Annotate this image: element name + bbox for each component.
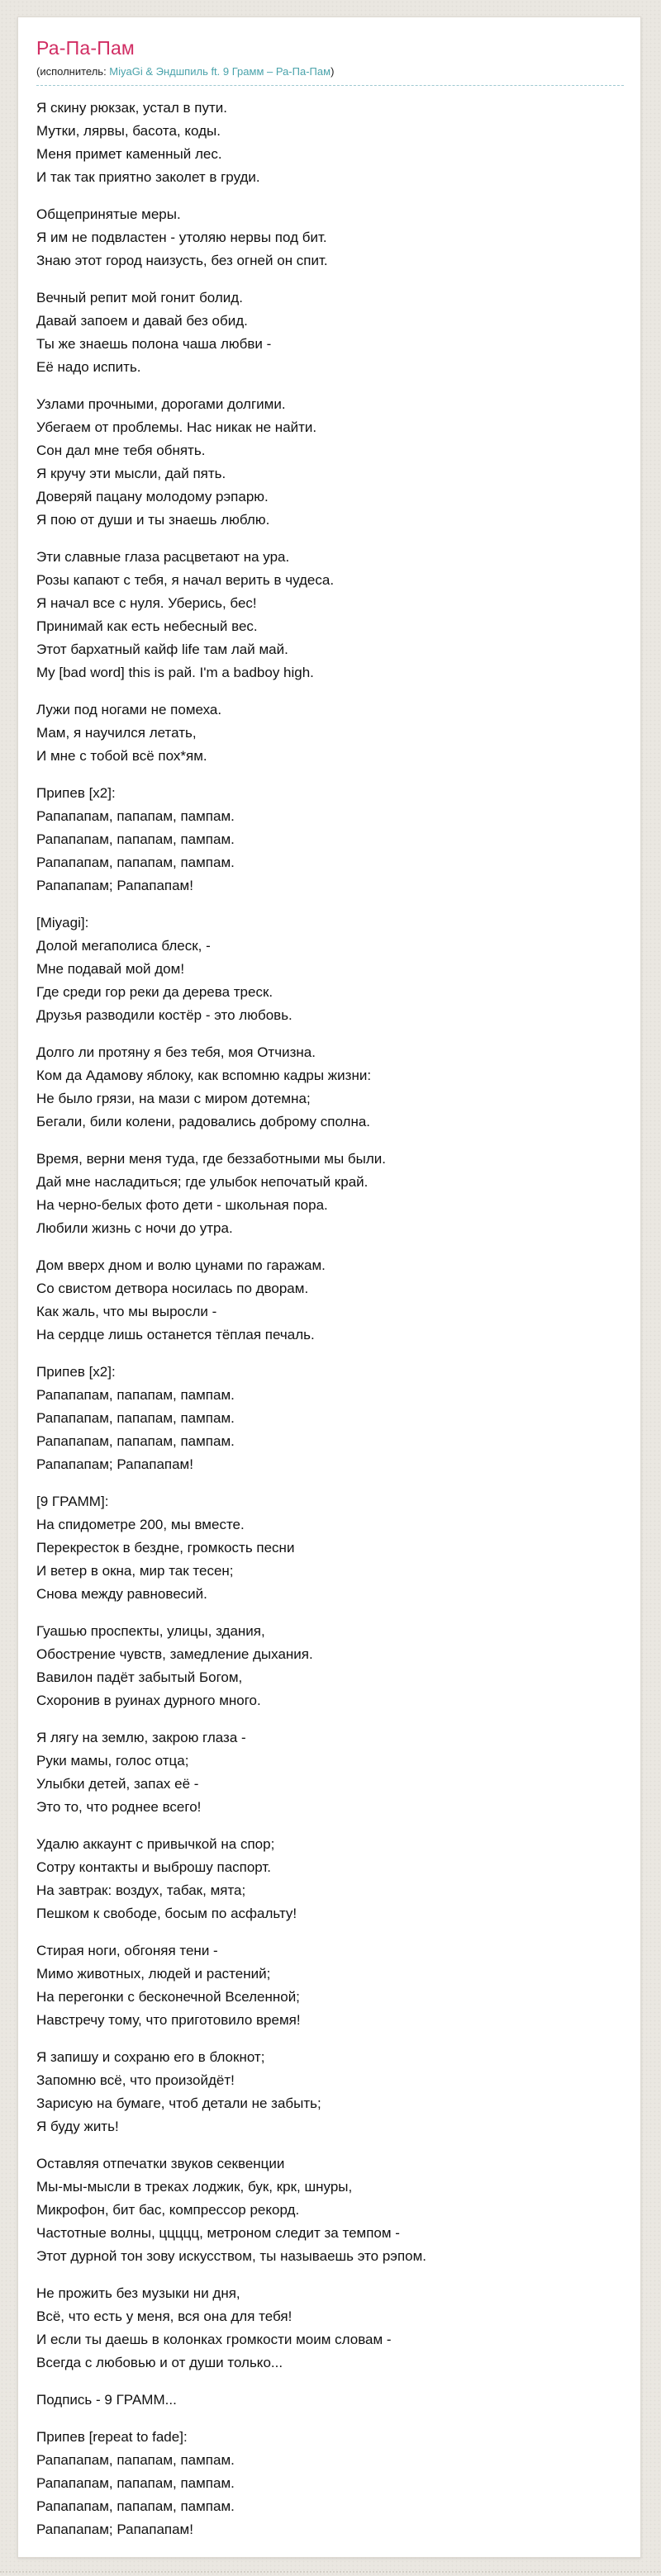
lyrics-line: Всегда с любовью и от души только... xyxy=(36,2355,283,2370)
lyrics-stanza xyxy=(36,203,624,272)
lyrics-stanza xyxy=(36,2389,624,2412)
lyrics-line: Пешком к свободе, босым по асфальту! xyxy=(36,1906,297,1921)
lyrics-line: На сердце лишь останется тёплая печаль. xyxy=(36,1327,315,1342)
lyrics-line: Ком да Адамову яблоку, как вспомню кадры жизни: xyxy=(36,1068,372,1083)
lyrics-line: Схоронив в руинах дурного много. xyxy=(36,1693,261,1708)
lyrics-line: Со свистом детвора носилась по дворам. xyxy=(36,1281,309,1296)
lyrics-line: Оставляя отпечатки звуков секвенции xyxy=(36,2156,285,2171)
lyrics-line: Не было грязи, на мази с миром дотемна; xyxy=(36,1091,311,1106)
lyrics-line: Мам, я научился летать, xyxy=(36,725,197,741)
lyrics-line: На черно-белых фото дети - школьная пора. xyxy=(36,1197,328,1213)
lyrics-line: Время, верни меня туда, где беззаботными мы были. xyxy=(36,1151,386,1167)
lyrics-line: Мутки, лярвы, басота, коды. xyxy=(36,123,221,139)
lyrics-line: Долой мегаполиса блеск, - xyxy=(36,938,211,954)
lyrics-line: Я скину рюкзак, устал в пути. xyxy=(36,100,227,116)
lyrics-line: Рапапапам, папапам, пампам. xyxy=(36,2452,235,2468)
lyrics-line: Рапапапам, папапам, пампам. xyxy=(36,808,235,824)
performer-line xyxy=(36,65,624,86)
lyrics-line: Доверяй пацану молодому рэпарю. xyxy=(36,489,269,504)
lyrics-line: Любили жизнь с ночи до утра. xyxy=(36,1220,233,1236)
background-dotted-line xyxy=(0,2571,661,2573)
lyrics-stanza xyxy=(36,1833,624,1925)
lyrics-line: Я кручу эти мысли, дай пять. xyxy=(36,466,226,481)
lyrics-stanza xyxy=(36,286,624,379)
lyrics-stanza xyxy=(36,2152,624,2268)
lyrics-line: Убегаем от проблемы. Нас никак не найти. xyxy=(36,419,317,435)
lyrics-line: Её надо испить. xyxy=(36,359,141,375)
lyrics-stanza xyxy=(36,2426,624,2541)
lyrics-body xyxy=(36,97,624,2541)
lyrics-stanza xyxy=(36,1726,624,1819)
lyrics-line: Ты же знаешь полона чаша любви - xyxy=(36,336,272,352)
lyrics-line: Подпись - 9 ГРАММ... xyxy=(36,2392,177,2408)
performer-prefix: (исполнитель: xyxy=(36,65,110,78)
lyrics-line: Эти славные глаза расцветают на ура. xyxy=(36,549,290,565)
lyrics-line: Общепринятые меры. xyxy=(36,206,181,222)
lyrics-line: Мимо животных, людей и растений; xyxy=(36,1966,271,1982)
lyrics-line: Снова между равновесий. xyxy=(36,1586,207,1602)
lyrics-line: Удалю аккаунт с привычкой на спор; xyxy=(36,1836,275,1852)
lyrics-line: Дай мне насладиться; где улыбок непочатый край. xyxy=(36,1174,369,1190)
lyrics-stanza xyxy=(36,2282,624,2375)
lyrics-line: Рапапапам, папапам, пампам. xyxy=(36,2498,235,2514)
lyrics-line: Я им не подвластен - утоляю нервы под бит. xyxy=(36,230,327,245)
lyrics-line: Как жаль, что мы выросли - xyxy=(36,1304,217,1319)
lyrics-stanza xyxy=(36,1148,624,1240)
lyrics-line: Перекресток в бездне, громкость песни xyxy=(36,1540,295,1556)
lyrics-line: И так так приятно заколет в груди. xyxy=(36,169,260,185)
lyrics-line: Я пою от души и ты знаешь люблю. xyxy=(36,512,270,528)
lyrics-stanza xyxy=(36,1939,624,2032)
lyrics-line: Принимай как есть небесный вес. xyxy=(36,618,258,634)
lyrics-line: И ветер в окна, мир так тесен; xyxy=(36,1563,234,1579)
performer-link[interactable]: MiyaGi & Эндшпиль ft. 9 Грамм – Ра-Па-Пам xyxy=(109,65,331,78)
lyrics-line: Гуашью проспекты, улицы, здания, xyxy=(36,1623,265,1639)
lyrics-line: Стирая ноги, обгоняя тени - xyxy=(36,1943,218,1958)
lyrics-stanza xyxy=(36,1361,624,1476)
lyrics-line: Лужи под ногами не помеха. xyxy=(36,702,222,717)
lyrics-line: Это то, что роднее всего! xyxy=(36,1799,202,1815)
lyrics-line: Припев [x2]: xyxy=(36,785,116,801)
lyrics-line: [9 ГРАММ]: xyxy=(36,1494,109,1509)
lyrics-line: Я начал все с нуля. Уберись, бес! xyxy=(36,595,257,611)
lyrics-line: И мне с тобой всё пох*ям. xyxy=(36,748,207,764)
lyrics-line: My [bad word] this is рай. I'm a badboy high. xyxy=(36,665,314,680)
lyrics-line: Я буду жить! xyxy=(36,2119,119,2134)
lyrics-line: Узлами прочными, дорогами долгими. xyxy=(36,396,286,412)
lyrics-line: Зарисую на бумаге, чтоб детали не забыть; xyxy=(36,2095,321,2111)
lyrics-line: Бегали, били колени, радовались доброму сполна. xyxy=(36,1114,371,1129)
lyrics-line: На завтрак: воздух, табак, мята; xyxy=(36,1882,246,1898)
lyrics-line: Обострение чувств, замедление дыхания. xyxy=(36,1646,313,1662)
lyrics-stanza xyxy=(36,1254,624,1347)
lyrics-stanza xyxy=(36,698,624,768)
lyrics-line: Рапапапам, папапам, пампам. xyxy=(36,855,235,870)
lyrics-stanza xyxy=(36,2046,624,2138)
lyrics-line: Навстречу тому, что приготовило время! xyxy=(36,2012,301,2028)
lyrics-stanza xyxy=(36,1041,624,1134)
lyrics-line: Я запишу и сохраню его в блокнот; xyxy=(36,2049,265,2065)
lyrics-line: Руки мамы, голос отца; xyxy=(36,1753,189,1769)
lyrics-line: Друзья разводили костёр - это любовь. xyxy=(36,1007,292,1023)
lyrics-line: Дом вверх дном и волю цунами по гаражам. xyxy=(36,1257,326,1273)
lyrics-line: Знаю этот город наизусть, без огней он спит. xyxy=(36,253,328,268)
lyrics-line: На перегонки с бесконечной Вселенной; xyxy=(36,1989,300,2005)
lyrics-line: Улыбки детей, запах её - xyxy=(36,1776,199,1792)
lyrics-line: Рапапапам; Рапапапам! xyxy=(36,2522,193,2537)
lyrics-line: Этот дурной тон зову искусством, ты называешь это рэпом. xyxy=(36,2248,427,2264)
lyrics-line: Долго ли протяну я без тебя, моя Отчизна. xyxy=(36,1044,316,1060)
lyrics-line: Припев [x2]: xyxy=(36,1364,116,1380)
lyrics-line: Я лягу на землю, закрою глаза - xyxy=(36,1730,246,1745)
lyrics-line: Рапапапам, папапам, пампам. xyxy=(36,2475,235,2491)
lyrics-line: Давай запоем и давай без обид. xyxy=(36,313,248,329)
performer-suffix: ) xyxy=(330,65,335,78)
lyrics-stanza xyxy=(36,393,624,532)
lyrics-line: Рапапапам; Рапапапам! xyxy=(36,878,193,893)
song-title: Ра-Па-Пам xyxy=(36,37,135,59)
lyrics-line: Частотные волны, ццццц, метроном следит за темпом - xyxy=(36,2225,400,2241)
lyrics-stanza xyxy=(36,912,624,1027)
lyrics-line: [Miyagi]: xyxy=(36,915,89,930)
lyrics-line: Сон дал мне тебя обнять. xyxy=(36,443,206,458)
lyrics-stanza xyxy=(36,97,624,189)
lyrics-line: Рапапапам, папапам, пампам. xyxy=(36,1410,235,1426)
lyrics-line: Где среди гор реки да дерева треск. xyxy=(36,984,273,1000)
lyrics-line: Припев [repeat to fade]: xyxy=(36,2429,188,2445)
lyrics-line: Вавилон падёт забытый Богом, xyxy=(36,1669,243,1685)
lyrics-line: Всё, что есть у меня, вся она для тебя! xyxy=(36,2308,292,2324)
lyrics-line: Мне подавай мой дом! xyxy=(36,961,185,977)
lyrics-line: Рапапапам, папапам, пампам. xyxy=(36,1387,235,1403)
lyrics-line: Рапапапам, папапам, пампам. xyxy=(36,1433,235,1449)
lyrics-stanza xyxy=(36,1620,624,1712)
lyrics-card xyxy=(17,17,641,2558)
lyrics-line: Рапапапам; Рапапапам! xyxy=(36,1456,193,1472)
lyrics-line: Запомню всё, что произойдёт! xyxy=(36,2072,235,2088)
lyrics-stanza xyxy=(36,546,624,684)
lyrics-line: Микрофон, бит бас, компрессор рекорд. xyxy=(36,2202,300,2218)
lyrics-stanza xyxy=(36,1490,624,1606)
lyrics-line: На спидометре 200, мы вместе. xyxy=(36,1517,245,1532)
lyrics-line: Рапапапам, папапам, пампам. xyxy=(36,831,235,847)
lyrics-line: Сотру контакты и выброшу паспорт. xyxy=(36,1859,272,1875)
lyrics-line: Меня примет каменный лес. xyxy=(36,146,222,162)
lyrics-line: Мы-мы-мысли в треках лоджик, бук, крк, шнуры, xyxy=(36,2179,353,2195)
lyrics-line: Не прожить без музыки ни дня, xyxy=(36,2285,240,2301)
lyrics-line: Этот бархатный кайф life там лай май. xyxy=(36,642,288,657)
lyrics-stanza xyxy=(36,782,624,897)
lyrics-line: Розы капают с тебя, я начал верить в чудеса. xyxy=(36,572,335,588)
lyrics-line: Вечный репит мой гонит болид. xyxy=(36,290,243,305)
lyrics-line: И если ты даешь в колонках громкости моим словам - xyxy=(36,2332,392,2347)
